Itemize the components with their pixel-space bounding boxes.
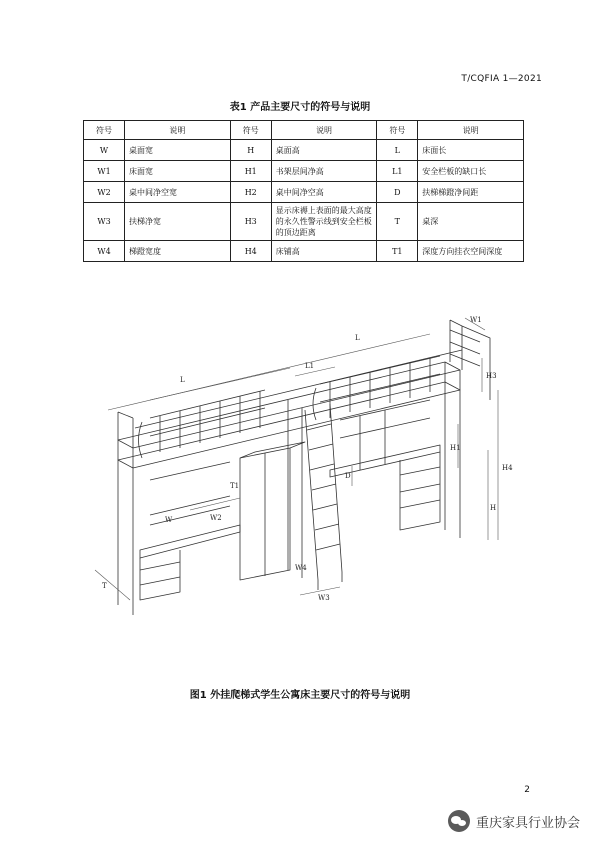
label-w3: W3 bbox=[318, 594, 330, 602]
label-h: H bbox=[490, 504, 497, 512]
header-description: 说明 bbox=[418, 121, 524, 140]
wechat-icon bbox=[448, 810, 470, 832]
symbol-cell: D bbox=[377, 182, 418, 203]
table-row bbox=[84, 182, 524, 203]
description-cell: 桌中间净空宽 bbox=[125, 182, 231, 203]
watermark-text: 重庆家具行业协会 bbox=[475, 815, 580, 831]
standard-code: T/CQFIA 1—2021 bbox=[461, 74, 542, 84]
symbol-cell: T bbox=[377, 203, 418, 241]
desk-left bbox=[140, 462, 240, 600]
header-description: 说明 bbox=[125, 121, 231, 140]
header-symbol: 符号 bbox=[377, 121, 418, 140]
label-w2: W2 bbox=[210, 514, 222, 522]
description-cell: 桌中间净空高 bbox=[271, 182, 377, 203]
description-cell: 床面宽 bbox=[125, 161, 231, 182]
watermark bbox=[448, 808, 580, 834]
symbol-cell: H3 bbox=[230, 203, 271, 241]
figure-caption: 图1 外挂爬梯式学生公寓床主要尺寸的符号与说明 bbox=[189, 690, 411, 701]
label-l: L bbox=[180, 376, 185, 384]
table-row bbox=[84, 161, 524, 182]
symbol-cell: H bbox=[230, 140, 271, 161]
symbol-cell: W1 bbox=[84, 161, 125, 182]
symbol-cell: H2 bbox=[230, 182, 271, 203]
symbol-cell: W3 bbox=[84, 203, 125, 241]
ladder bbox=[305, 404, 342, 590]
symbol-cell: W4 bbox=[84, 241, 125, 262]
label-h1: H1 bbox=[450, 444, 461, 452]
bed-diagram bbox=[90, 300, 530, 615]
label-t1: T1 bbox=[230, 482, 240, 490]
symbol-cell: L bbox=[377, 140, 418, 161]
label-h3: H3 bbox=[486, 372, 497, 380]
guard-rail-left bbox=[139, 390, 266, 458]
dimension-lines bbox=[95, 318, 498, 600]
table-row bbox=[84, 140, 524, 161]
table-header-row bbox=[84, 121, 524, 140]
symbol-cell: H1 bbox=[230, 161, 271, 182]
label-l: L bbox=[355, 334, 360, 342]
description-cell: 梯蹬宽度 bbox=[125, 241, 231, 262]
description-cell: 桌深 bbox=[418, 203, 524, 241]
description-cell: 桌面宽 bbox=[125, 140, 231, 161]
dimension-table bbox=[83, 120, 524, 262]
description-cell: 深度方向挂衣空间深度 bbox=[418, 241, 524, 262]
symbol-cell: L1 bbox=[377, 161, 418, 182]
label-d: D bbox=[345, 472, 351, 480]
label-w4: W4 bbox=[295, 564, 307, 572]
symbol-cell: W2 bbox=[84, 182, 125, 203]
description-cell: 床面长 bbox=[418, 140, 524, 161]
table-row bbox=[84, 203, 524, 241]
dimension-labels bbox=[102, 316, 513, 602]
label-w: W bbox=[165, 516, 173, 524]
header-description: 说明 bbox=[271, 121, 377, 140]
description-cell: 扶梯净宽 bbox=[125, 203, 231, 241]
desk-right bbox=[330, 400, 440, 530]
header-symbol: 符号 bbox=[230, 121, 271, 140]
wardrobe bbox=[240, 442, 305, 580]
table-row bbox=[84, 241, 524, 262]
description-cell: 书架层间净高 bbox=[271, 161, 377, 182]
header-symbol: 符号 bbox=[84, 121, 125, 140]
description-cell: 显示床褥上表面的最大高度的永久性警示线到安全栏板的顶边距离 bbox=[271, 203, 377, 241]
label-w1: W1 bbox=[470, 316, 482, 324]
page-number: 2 bbox=[524, 785, 530, 795]
symbol-cell: H4 bbox=[230, 241, 271, 262]
label-t: T bbox=[102, 582, 107, 590]
table-title: 表1 产品主要尺寸的符号与说明 bbox=[229, 102, 371, 113]
description-cell: 扶梯梯蹬净间距 bbox=[418, 182, 524, 203]
description-cell: 床铺高 bbox=[271, 241, 377, 262]
label-h4: H4 bbox=[502, 464, 513, 472]
bed-line-drawing bbox=[90, 300, 530, 615]
description-cell: 安全栏板的缺口长 bbox=[418, 161, 524, 182]
label-l1: L1 bbox=[305, 362, 315, 370]
symbol-cell: W bbox=[84, 140, 125, 161]
symbol-cell: T1 bbox=[377, 241, 418, 262]
description-cell: 桌面高 bbox=[271, 140, 377, 161]
